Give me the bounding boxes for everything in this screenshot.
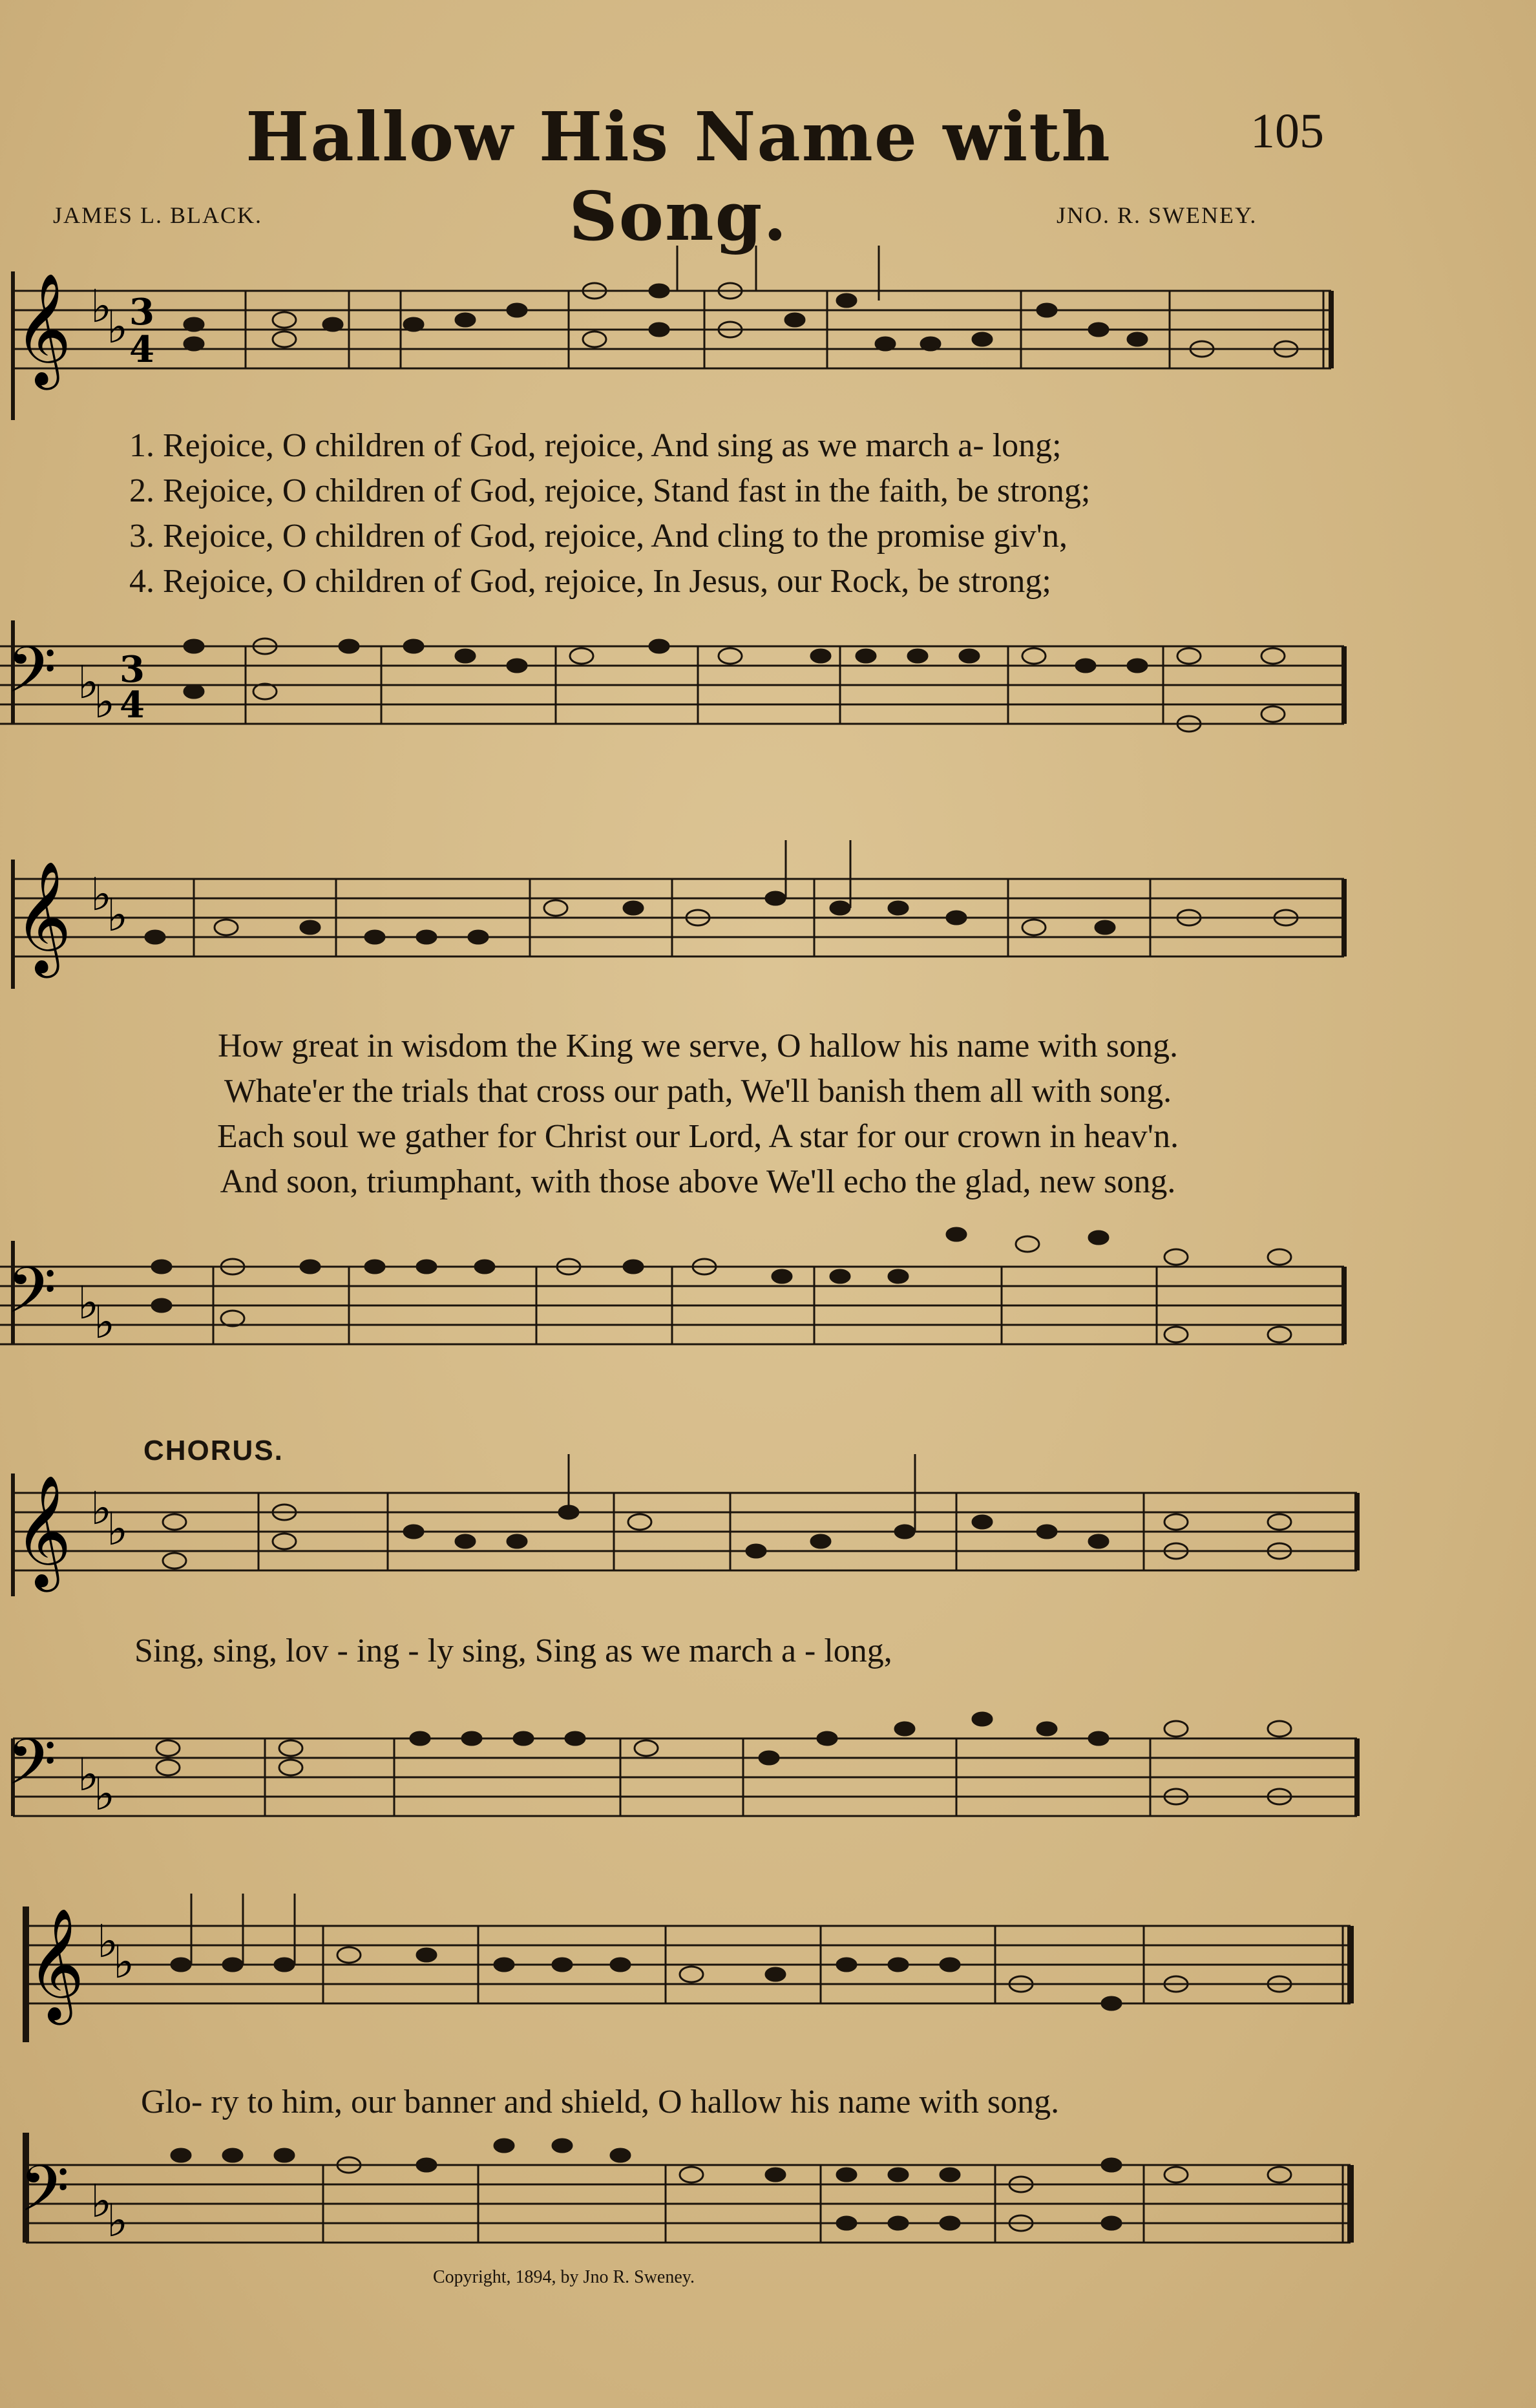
chorus-label: CHORUS. — [143, 1435, 284, 1466]
svg-text:♭: ♭ — [94, 1296, 116, 1349]
svg-text:3: 3 — [120, 648, 145, 691]
copyright-notice: Copyright, 1894, by Jno R. Sweney. — [433, 2267, 695, 2287]
chorus-lyrics-1 — [134, 1629, 892, 1674]
svg-text:𝄢: 𝄢 — [19, 2152, 70, 2242]
lyricist-credit: JAMES L. BLACK. — [53, 202, 263, 228]
svg-text:♭: ♭ — [113, 1936, 135, 1989]
composer-credit: JNO. R. SWENEY. — [1057, 202, 1257, 228]
treble-staff-chorus-1 — [13, 1473, 1357, 1616]
svg-text:♭: ♭ — [90, 1482, 112, 1535]
chorus-lyrics-2 — [141, 2080, 1059, 2125]
bass-staff-chorus-2 — [19, 2133, 1357, 2262]
svg-text:𝄢: 𝄢 — [6, 1726, 57, 1815]
chorus-line-2: Glo- ry to him, our banner and shield, O hallow his name with song. — [141, 2084, 1060, 2120]
svg-text:4: 4 — [129, 328, 154, 371]
svg-text:♭: ♭ — [94, 675, 116, 728]
verse-lyrics-block-1 — [129, 423, 1090, 604]
bass-staff-chorus-1 — [6, 1693, 1363, 1842]
treble-staff-chorus-2 — [26, 1900, 1357, 2049]
verse-lyrics-block-2 — [84, 1024, 1312, 1205]
verse-3-refrain-line: Each soul we gather for Christ our Lord, A star for our crown in heav'n. — [216, 1118, 1179, 1155]
treble-staff-system-2 — [13, 860, 1357, 1002]
svg-text:♭: ♭ — [78, 1748, 100, 1801]
verse-2-refrain-line: Whate'er the trials that cross our path, We'll banish them all with song. — [224, 1073, 1172, 1110]
bass-staff-system-1 — [0, 620, 1357, 776]
svg-text:𝄞: 𝄞 — [14, 1475, 72, 1587]
svg-text:♭: ♭ — [107, 301, 129, 354]
hymn-title: Hallow His Name with Song. — [246, 97, 1111, 256]
verse-4-line: 4. Rejoice, O children of God, rejoice, In Jesus, our Rock, be strong; — [129, 563, 1051, 600]
svg-text:♭: ♭ — [97, 1915, 119, 1968]
svg-text:𝄢: 𝄢 — [6, 633, 57, 723]
svg-text:𝄞: 𝄞 — [14, 861, 72, 973]
svg-text:4: 4 — [120, 684, 145, 726]
chorus-line-1: Sing, sing, lov - ing - ly sing, Sing as we march a - long, — [134, 1632, 892, 1669]
verse-4-refrain-line: And soon, triumphant, with those above We'll echo the glad, new song. — [220, 1163, 1176, 1200]
svg-text:𝄞: 𝄞 — [14, 273, 72, 385]
svg-text:♭: ♭ — [78, 656, 100, 709]
svg-text:3: 3 — [129, 291, 154, 333]
bass-staff-system-2 — [0, 1241, 1357, 1396]
svg-text:♭: ♭ — [90, 2175, 112, 2228]
svg-text:♭: ♭ — [107, 1503, 129, 1556]
verse-1-line: 1. Rejoice, O children of God, rejoice, And sing as we march a- long; — [129, 427, 1062, 464]
svg-text:𝄢: 𝄢 — [6, 1254, 57, 1344]
svg-text:♭: ♭ — [107, 2194, 129, 2247]
svg-text:♭: ♭ — [90, 868, 112, 921]
treble-staff-system-1 — [13, 271, 1357, 420]
verse-2-line: 2. Rejoice, O children of God, rejoice, Stand fast in the faith, be strong; — [129, 472, 1091, 509]
svg-text:♭: ♭ — [90, 280, 112, 333]
verse-1-refrain-line: How great in wisdom the King we serve, O hallow his name with song. — [217, 1028, 1179, 1064]
svg-text:♭: ♭ — [94, 1768, 116, 1821]
svg-text:𝄞: 𝄞 — [27, 1908, 85, 2020]
svg-text:♭: ♭ — [78, 1276, 100, 1329]
verse-3-line: 3. Rejoice, O children of God, rejoice, And cling to the promise giv'n, — [129, 518, 1068, 554]
svg-text:♭: ♭ — [107, 889, 129, 942]
page-number: 105 — [1250, 104, 1324, 158]
